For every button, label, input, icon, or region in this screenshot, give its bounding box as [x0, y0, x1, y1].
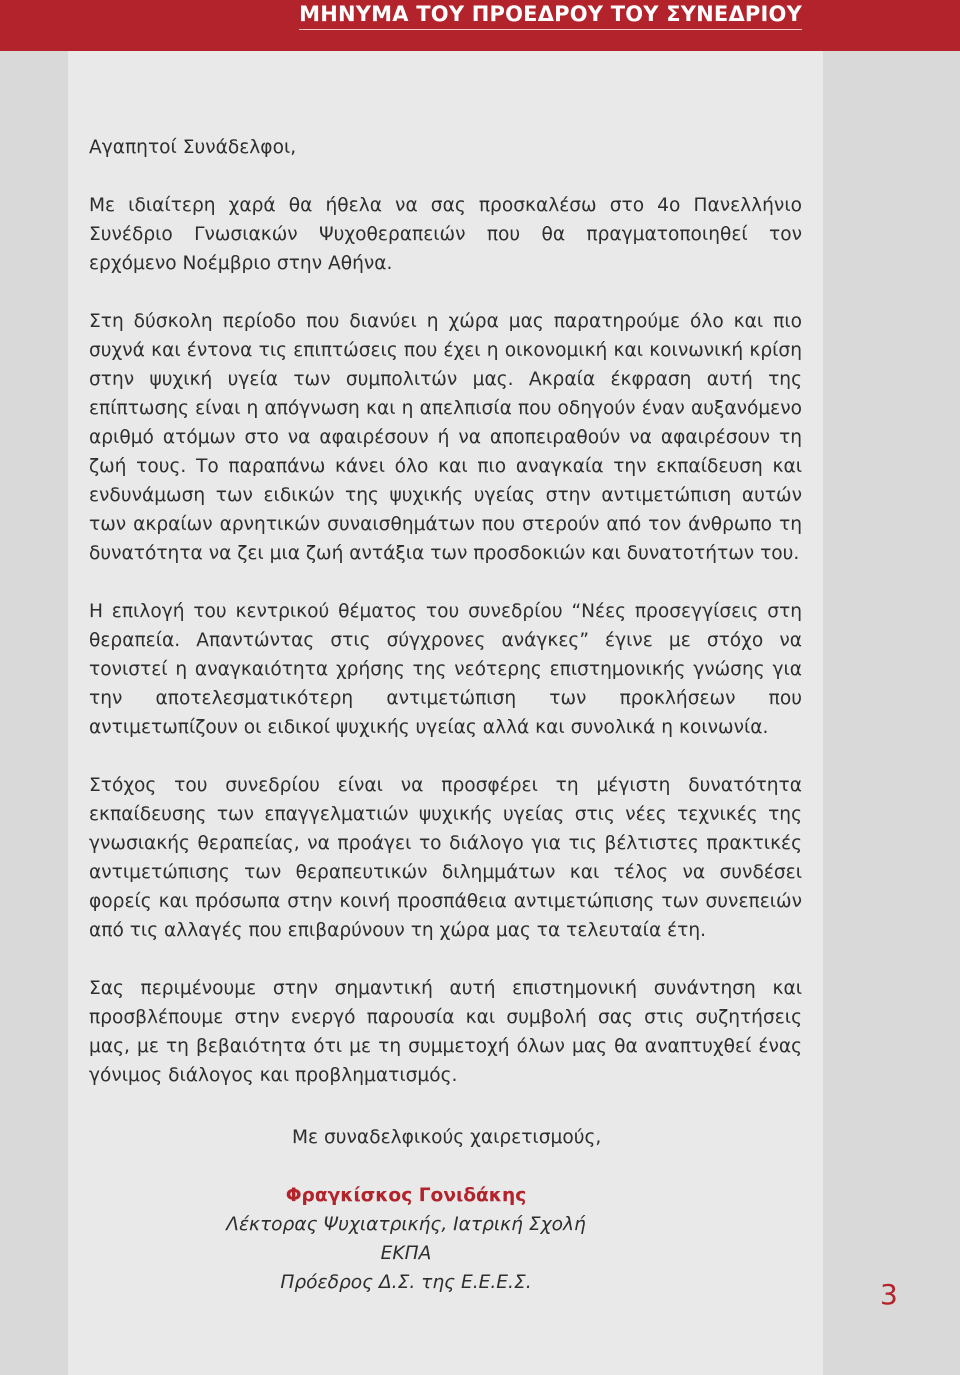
- signatory-role-president: Πρόεδρος Δ.Σ. της Ε.Ε.Ε.Σ.: [280, 1272, 532, 1293]
- signatory-name: Φραγκίσκος Γονιδάκης: [285, 1185, 527, 1206]
- paragraph-welcome: Σας περιμένουμε στην σημαντική αυτή επιστημονική συνάντηση και προσβλέπουμε στην ενεργό παρουσία και συμβολή σας στις συζητήσεις μας, με τη βεβαιότητα ότι με τη συμμετοχή όλων μας θα αναπτυχθεί ένας γόνιμος διάλογος και προβληματισμός.: [89, 978, 802, 1086]
- header-bar: [0, 0, 960, 51]
- paragraph-invitation: Με ιδιαίτερη χαρά θα ήθελα να σας προσκαλέσω στο 4ο Πανελλήνιο Συνέδριο Γνωσιακών Ψυχοθεραπειών που θα πραγματοποιηθεί τον ερχόμενο Νοέμβριο στην Αθήνα.: [89, 195, 802, 274]
- paragraph-crisis: Στη δύσκολη περίοδο που διανύει η χώρα μας παρατηρούμε όλο και πιο συχνά και έντονα τις επιπτώσεις που έχει η οικονομική και κοινωνική κρίση στην ψυχική υγεία των συμπολιτών μας. Ακραία έκφραση αυτή της επίπτωσης είναι η απόγνωση και η απελπισία που οδηγούν έναν αυξανόμενο αριθμό ατόμων στο να αφαιρέσουν ή να αποπειραθούν να αφαιρέσουν τη ζωή τους. Το παραπάνω κάνει όλο και πιο αναγκαία την εκπαίδευση και ενδυνάμωση των ειδικών της ψυχικής υγείας στην αντιμετώπιση αυτών των ακραίων αρνητικών συναισθημάτων που στερούν από τον άνθρωπο τη δυνατότητα να ζει μια ζωή αντάξια των προσδοκιών και δυνατοτήτων του.: [89, 311, 802, 564]
- letter-body: [89, 133, 802, 1090]
- closing-salutation: Με συναδελφικούς χαιρετισμούς,: [292, 1127, 602, 1148]
- page-title: ΜΗΝΥΜΑ ΤΟΥ ΠΡΟΕΔΡΟΥ ΤΟΥ ΣΥΝΕΔΡΙΟΥ: [299, 0, 802, 30]
- greeting: Αγαπητοί Συνάδελφοι,: [89, 137, 297, 158]
- signatory-role-academic: Λέκτορας Ψυχιατρικής, Ιατρική Σχολή ΕΚΠΑ: [226, 1214, 586, 1264]
- paragraph-goal: Στόχος του συνεδρίου είναι να προσφέρει τη μέγιστη δυνατότητα εκπαίδευσης των επαγγελματιών ψυχικής υγείας στις νέες τεχνικές της γνωσιακής θεραπείας, να προάγει το διάλογο για τις βέλτιστες πρακτικές αντιμετώπισης των θεραπευτικών διλημμάτων και τέλος να συνδέσει φορείς και πρόσωπα στην κοινή προσπάθεια αντιμετώπισης των συνεπειών από τις αλλαγές που επιβαρύνουν τη χώρα μας τα τελευταία έτη.: [89, 775, 802, 941]
- signature-block: [214, 1181, 598, 1297]
- paragraph-theme: Η επιλογή του κεντρικού θέματος του συνεδρίου “Νέες προσεγγίσεις στη θεραπεία. Απαντώντας στις σύγχρονες ανάγκες” έγινε με στόχο να τονιστεί η αναγκαιότητα χρήσης της νεότερης επιστημονικής γνώσης για την αποτελεσματικότερη αντιμετώπιση των προκλήσεων που αντιμετωπίζουν οι ειδικοί ψυχικής υγείας αλλά και συνολικά η κοινωνία.: [89, 601, 802, 738]
- page-number: 3: [880, 1278, 898, 1311]
